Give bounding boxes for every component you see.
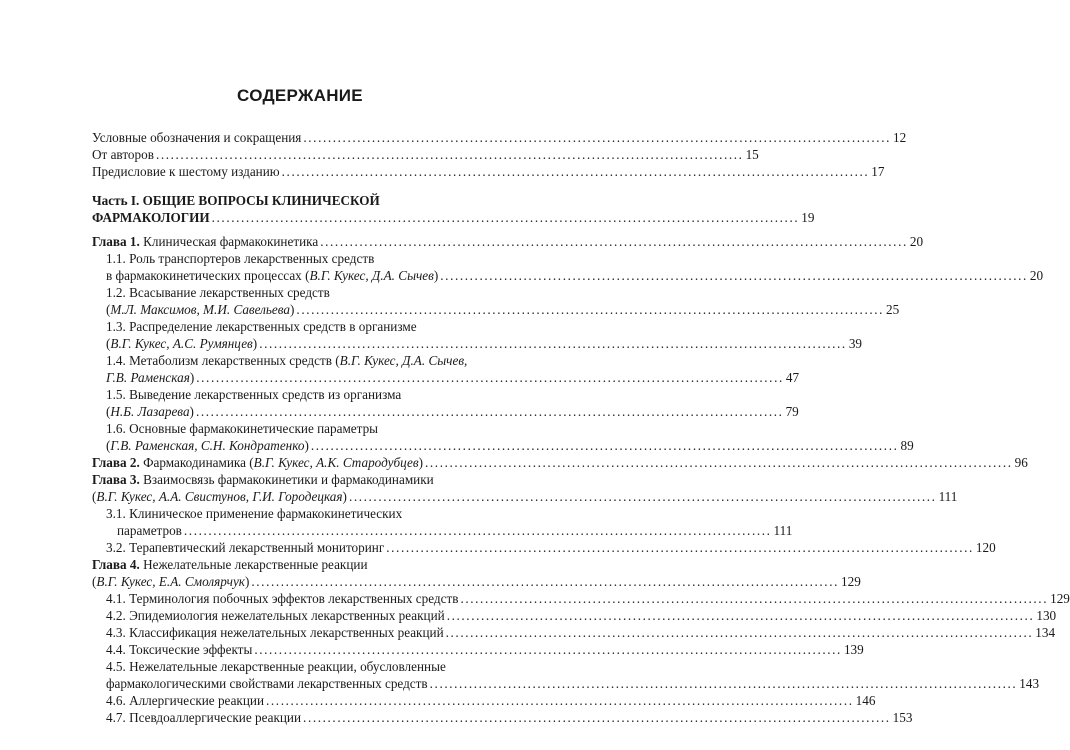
leader-dots: ........................................................................................................................ (266, 693, 854, 708)
toc-section-4-2[interactable]: 4.2. Эпидемиология нежелательных лекарственных реакций ........................................................................................................................ 130 (106, 608, 1057, 623)
toc-entry-preface[interactable]: Предисловие к шестому изданию ........................................................................................................................ 17 (92, 164, 885, 179)
toc-section-1-5-line2[interactable]: (Н.Б. Лазарева) ........................................................................................................................ 79 (106, 404, 799, 419)
toc-chapter-4-line2[interactable]: (В.Г. Кукес, Е.А. Смолярчук) ........................................................................................................................ 129 (92, 574, 861, 589)
leader-dots: ........................................................................................................................ (251, 574, 839, 589)
page-number: 139 (843, 642, 864, 657)
page-number: 129 (841, 574, 861, 589)
toc-section-4-3[interactable]: 4.3. Классификация нежелательных лекарственных реакций ........................................................................................................................ 134 (106, 625, 1056, 640)
page-number: 19 (801, 210, 815, 225)
toc-section-4-5-line1[interactable]: 4.5. Нежелательные лекарственные реакции, обусловленные (106, 659, 446, 674)
page-number: 111 (773, 523, 793, 538)
page-number: 79 (785, 404, 799, 419)
leader-dots: ........................................................................................................................ (183, 523, 772, 538)
page-number: 130 (1036, 608, 1057, 623)
toc-part-1-line1[interactable]: Часть I. ОБЩИЕ ВОПРОСЫ КЛИНИЧЕСКОЙ (92, 193, 380, 208)
toc-entry-symbols[interactable]: Условные обозначения и сокращения ........................................................................................................................ 12 (92, 130, 907, 145)
leader-dots: ........................................................................................................................ (425, 455, 1013, 470)
leader-dots: ........................................................................................................................ (155, 147, 744, 162)
leader-dots: ........................................................................................................................ (460, 591, 1049, 606)
leader-dots: ........................................................................................................................ (196, 370, 784, 385)
toc-section-1-4-line1[interactable]: 1.4. Метаболизм лекарственных средств (В.Г. Кукес, Д.А. Сычев, (106, 353, 468, 368)
page-number: 143 (1019, 676, 1040, 691)
toc-section-4-1[interactable]: 4.1. Терминология побочных эффектов лекарственных средств ........................................................................................................................ 129 (106, 591, 1070, 606)
toc-section-1-4-line2[interactable]: Г.В. Раменская) ........................................................................................................................ 47 (106, 370, 800, 385)
leader-dots: ........................................................................................................................ (303, 710, 891, 725)
toc-section-4-5-line2[interactable]: фармакологическими свойствами лекарственных средств ........................................................................................................................ 143 (106, 676, 1040, 691)
leader-dots: ........................................................................................................................ (195, 404, 784, 419)
leader-dots: ........................................................................................................................ (386, 540, 974, 555)
page-number: 20 (909, 234, 924, 249)
page-number: 47 (785, 370, 800, 385)
page-number: 153 (892, 710, 913, 725)
leader-dots: ........................................................................................................................ (446, 608, 1035, 623)
leader-dots: ........................................................................................................................ (259, 336, 847, 351)
toc-section-1-3-line2[interactable]: (В.Г. Кукес, А.С. Румянцев) ........................................................................................................................ 39 (106, 336, 863, 351)
toc-section-1-2-line1[interactable]: 1.2. Всасывание лекарственных средств (106, 285, 330, 300)
page-number: 111 (938, 489, 958, 504)
toc-part-1-line2[interactable]: ФАРМАКОЛОГИИ ........................................................................................................................ 19 (92, 210, 815, 225)
leader-dots: ........................................................................................................................ (281, 164, 870, 179)
leader-dots: ........................................................................................................................ (348, 489, 937, 504)
leader-dots: ........................................................................................................................ (211, 210, 800, 225)
leader-dots: ........................................................................................................................ (429, 676, 1018, 691)
page-number: 39 (848, 336, 863, 351)
leader-dots: ........................................................................................................................ (445, 625, 1034, 640)
page-number: 129 (1050, 591, 1070, 606)
toc-section-3-1-line1[interactable]: 3.1. Клиническое применение фармакокинетических (106, 506, 403, 521)
toc-section-4-4[interactable]: 4.4. Токсические эффекты ........................................................................................................................ 139 (106, 642, 864, 657)
page-number: 15 (745, 147, 759, 162)
toc-section-1-1-line2[interactable]: в фармакокинетических процессах (В.Г. Кукес, Д.А. Сычев) ........................................................................................................................ 20 (106, 268, 1044, 283)
page-number: 96 (1014, 455, 1028, 470)
toc-section-1-3-line1[interactable]: 1.3. Распределение лекарственных средств в организме (106, 319, 417, 334)
toc-chapter-1[interactable]: Глава 1. Клиническая фармакокинетика ........................................................................................................................ 20 (92, 234, 924, 249)
toc-chapter-2[interactable]: Глава 2. Фармакодинамика (В.Г. Кукес, А.К. Стародубцев) ........................................................................................................................ 96 (92, 455, 1028, 470)
toc-section-3-1-line2[interactable]: параметров ........................................................................................................................ 111 (117, 523, 793, 538)
leader-dots: ........................................................................................................................ (440, 268, 1028, 283)
leader-dots: ........................................................................................................................ (296, 302, 885, 317)
toc-chapter-4-line1[interactable]: Глава 4. Нежелательные лекарственные реакции (92, 557, 368, 572)
leader-dots: ........................................................................................................................ (254, 642, 842, 657)
toc-chapter-3-line1[interactable]: Глава 3. Взаимосвязь фармакокинетики и фармакодинамики (92, 472, 434, 487)
leader-dots: ........................................................................................................................ (310, 438, 899, 453)
page-number: 25 (886, 302, 900, 317)
toc-entry-from-authors[interactable]: От авторов ........................................................................................................................ 15 (92, 147, 759, 162)
page-number: 146 (855, 693, 876, 708)
leader-dots: ........................................................................................................................ (320, 234, 908, 249)
toc-section-1-6-line2[interactable]: (Г.В. Раменская, С.Н. Кондратенко) ........................................................................................................................ 89 (106, 438, 914, 453)
toc-section-3-2[interactable]: 3.2. Терапевтический лекарственный мониторинг ........................................................................................................................ 120 (106, 540, 996, 555)
toc-section-1-6-line1[interactable]: 1.6. Основные фармакокинетические параметры (106, 421, 379, 436)
toc-section-1-2-line2[interactable]: (М.Л. Максимов, М.И. Савельева) ........................................................................................................................ 25 (106, 302, 900, 317)
page-number: 89 (900, 438, 914, 453)
leader-dots: ........................................................................................................................ (303, 130, 891, 145)
page-number: 134 (1035, 625, 1056, 640)
toc-section-4-6[interactable]: 4.6. Аллергические реакции ........................................................................................................................ 146 (106, 693, 876, 708)
page-number: 120 (975, 540, 996, 555)
page-number: 17 (871, 164, 885, 179)
page-title: СОДЕРЖАНИЕ (237, 86, 363, 105)
toc-section-1-5-line1[interactable]: 1.5. Выведение лекарственных средств из организма (106, 387, 402, 402)
page-number: 12 (893, 130, 907, 145)
toc-section-4-7[interactable]: 4.7. Псевдоаллергические реакции ........................................................................................................................ 153 (106, 710, 913, 725)
toc-section-1-1-line1[interactable]: 1.1. Роль транспортеров лекарственных средств (106, 251, 375, 266)
page-number: 20 (1029, 268, 1044, 283)
toc-chapter-3-line2[interactable]: (В.Г. Кукес, А.А. Свистунов, Г.И. Городецкая) ........................................................................................................................ 111 (92, 489, 958, 504)
